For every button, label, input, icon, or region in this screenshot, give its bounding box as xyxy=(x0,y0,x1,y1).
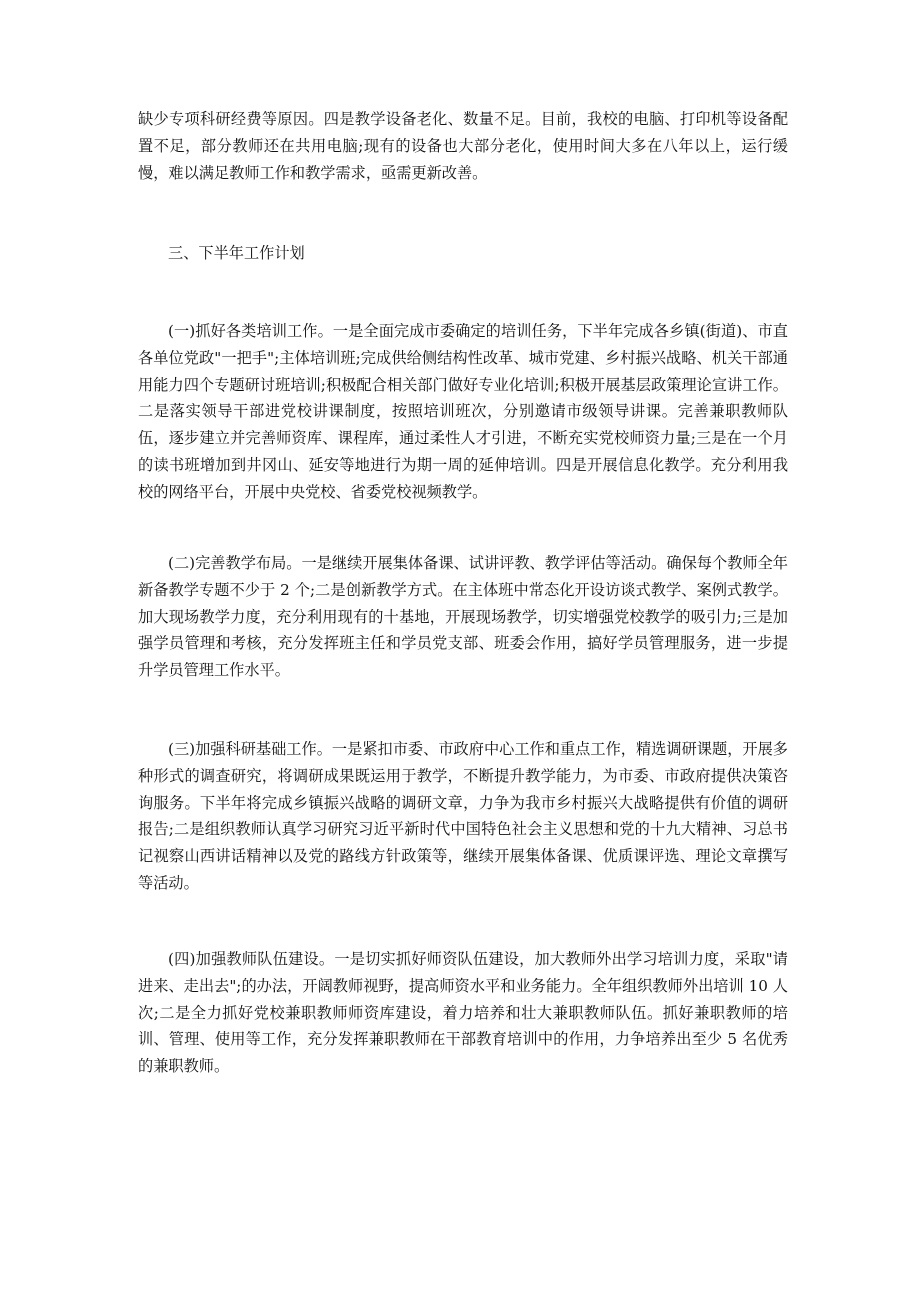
paragraph-teaching-layout: (二)完善教学布局。一是继续开展集体备课、试讲评教、教学评估等活动。确保每个教师全年新备教学专题不少于 2 个;二是创新教学方式。在主体班中常态化开设访谈式教学、案例式教学。加大现场教学力度，充分利用现有的十基地，开展现场教学，切实增强党校教学的吸引力;三是加强学员管理和考核，充分发挥班主任和学员党支部、班委会作用，搞好学员管理服务，进一步提升学员管理工作水平。 xyxy=(138,554,788,680)
paragraph-training: (一)抓好各类培训工作。一是全面完成市委确定的培训任务，下半年完成各乡镇(街道)、市直各单位党政"一把手";主体培训班;完成供给侧结构性改革、城市党建、乡村振兴战略、机关干部通用能力四个专题研讨班培训;积极配合相关部门做好专业化培训;积极开展基层政策理论宣讲工作。二是落实领导干部进党校讲课制度，按照培训班次，分别邀请市级领导讲课。完善兼职教师队伍，逐步建立并完善师资库、课程库，通过柔性人才引进，不断充实党校师资力量;三是在一个月的读书班增加到井冈山、延安等地进行为期一周的延伸培训。四是开展信息化教学。充分利用我校的网络平台，开展中央党校、省委党校视频教学。 xyxy=(138,322,788,501)
paragraph-research: (三)加强科研基础工作。一是紧扣市委、市政府中心工作和重点工作，精选调研课题，开展多种形式的调查研究，将调研成果既运用于教学，不断提升教学能力，为市委、市政府提供决策咨询服务。下半年将完成乡镇振兴战略的调研文章，力争为我市乡村振兴大战略提供有价值的调研报告;二是组织教师认真学习研究习近平新时代中国特色社会主义思想和党的十九大精神、习总书记视察山西讲话精神以及党的路线方针政策等，继续开展集体备课、优质课评选、理论文章撰写等活动。 xyxy=(138,740,788,892)
intro-paragraph: 缺少专项科研经费等原因。四是教学设备老化、数量不足。目前，我校的电脑、打印机等设备配置不足，部分教师还在共用电脑;现有的设备也大部分老化，使用时间大多在八年以上，运行缓慢，难以满足教师工作和教学需求，亟需更新改善。 xyxy=(138,110,788,182)
paragraph-teacher-team: (四)加强教师队伍建设。一是切实抓好师资队伍建设，加大教师外出学习培训力度，采取"请进来、走出去";的办法，开阔教师视野，提高师资水平和业务能力。全年组织教师外出培训 10 人次;二是全力抓好党校兼职教师师资库建设，着力培养和壮大兼职教师队伍。抓好兼职教师的培训、管理、使用等工作，充分发挥兼职教师在干部教育培训中的作用，力争培养出至少 5 名优秀的兼职教师。 xyxy=(138,950,788,1076)
section-heading: 三、下半年工作计划 xyxy=(168,244,305,262)
